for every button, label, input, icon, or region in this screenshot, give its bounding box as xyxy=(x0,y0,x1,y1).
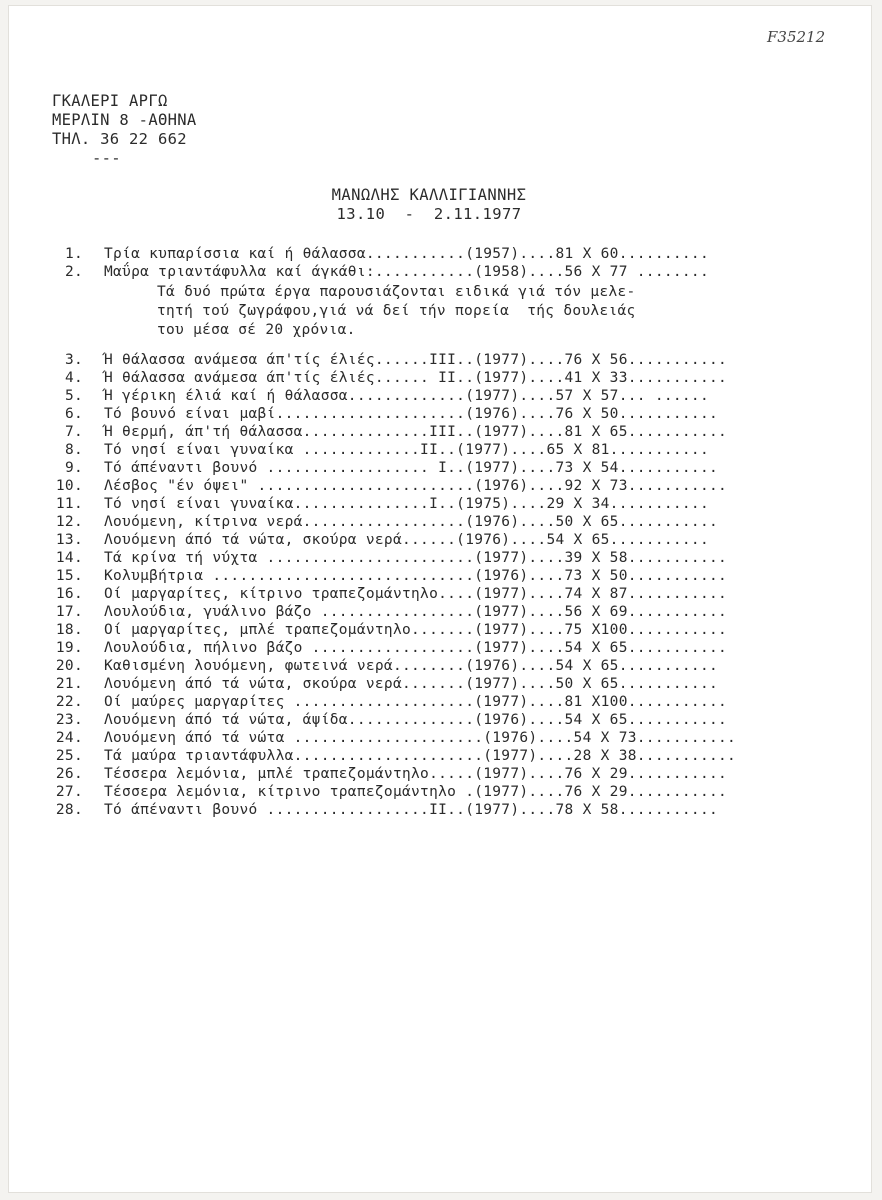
entry-text: Λουόμενη άπό τά νώτα, άψίδα..............(1976)....54 Χ 65........... xyxy=(104,712,728,728)
entry-text: Τό βουνό είναι μαβί.....................(1976)....76 Χ 50........... xyxy=(104,406,719,422)
entry-number: 6. xyxy=(64,406,83,422)
entry-text: Λέσβος "έν όψει" ........................(1976)....92 Χ 73........... xyxy=(104,478,728,494)
gallery-phone: ΤΗΛ. 36 22 662 xyxy=(52,130,187,148)
entry-number: 9. xyxy=(64,460,83,476)
entry-text: Λουόμενη άπό τά νώτα .....................(1976)....54 Χ 73........... xyxy=(104,730,737,746)
catalogue-entry xyxy=(49,729,736,747)
entry-text: Τέσσερα λεμόνια, κίτρινο τραπεζομάντηλο .(1977)....76 Χ 29........... xyxy=(104,784,728,800)
catalogue-entry xyxy=(49,675,736,693)
works-list xyxy=(49,351,736,819)
entry-text: Τό άπέναντι βουνό .................. I..(1977)....73 Χ 54........... xyxy=(104,460,719,476)
note-line: του μέσα σέ 20 χρόνια. xyxy=(157,322,356,338)
catalogue-entry xyxy=(49,693,736,711)
catalogue-entry xyxy=(49,369,736,387)
gallery-address: ΜΕΡΛΙΝ 8 -ΑΘΗΝΑ xyxy=(52,111,197,129)
catalogue-entry xyxy=(49,765,736,783)
entry-text: Λουλούδια, γυάλινο βάζο .................(1977)....56 Χ 69........... xyxy=(104,604,728,620)
entry-text: Λουόμενη, κίτρινα νερά..................(1976)....50 Χ 65........... xyxy=(104,514,719,530)
catalogue-entry xyxy=(49,549,736,567)
gallery-header xyxy=(52,92,196,168)
entry-number: 27. xyxy=(55,784,83,800)
entry-number: 15. xyxy=(55,568,83,584)
catalogue-entry xyxy=(49,441,736,459)
entry-text: Τό νησί είναι γυναίκα...............I..(1975)....29 Χ 34........... xyxy=(104,496,709,512)
entry-text: Λουλούδια, πήλινο βάζο ..................(1977)....54 Χ 65........... xyxy=(104,640,728,656)
catalogue-entry xyxy=(49,639,736,657)
entry-text: Τά μαύρα τριαντάφυλλα.....................(1977)....28 Χ 38........... xyxy=(104,748,737,764)
entry-number: 18. xyxy=(55,622,83,638)
entry-number: 22. xyxy=(55,694,83,710)
entry-number: 8. xyxy=(64,442,83,458)
gallery-name: ΓΚΑΛΕΡΙ ΑΡΓΩ xyxy=(52,92,168,110)
entry-number: 7. xyxy=(64,424,83,440)
entry-number: 13. xyxy=(55,532,83,548)
catalogue-entry xyxy=(49,351,736,369)
entry-text: Τό άπέναντι βουνό ..................II..(1977)....78 Χ 58........... xyxy=(104,802,719,818)
entry-text: Κολυμβήτρια .............................(1976)....73 Χ 50........... xyxy=(104,568,728,584)
entry-number: 12. xyxy=(55,514,83,530)
exhibition-dates: 13.10 - 2.11.1977 xyxy=(336,205,522,223)
note-paragraph xyxy=(157,283,636,340)
entry-number: 21. xyxy=(55,676,83,692)
catalogue-entry xyxy=(49,747,736,765)
entry-number: 10. xyxy=(55,478,83,494)
entry-text: Ή θερμή, άπ'τή θάλασσα..............III..(1977)....81 Χ 65........... xyxy=(104,424,728,440)
archive-code: F35212 xyxy=(767,28,826,46)
exhibition-title xyxy=(309,186,549,224)
entry-number: 2. xyxy=(64,264,83,280)
catalogue-entry xyxy=(49,245,709,263)
catalogue-entry xyxy=(49,603,736,621)
catalogue-entry xyxy=(49,405,736,423)
catalogue-entry xyxy=(49,621,736,639)
catalogue-entry xyxy=(49,513,736,531)
entry-number: 26. xyxy=(55,766,83,782)
entry-text: Τά κρίνα τή νύχτα .......................(1977)....39 Χ 58........... xyxy=(104,550,728,566)
entry-number: 25. xyxy=(55,748,83,764)
catalogue-entry xyxy=(49,477,736,495)
entry-number: 11. xyxy=(55,496,83,512)
entry-text: Ή γέρικη έλιά καί ή θάλασσα.............(1977)....57 Χ 57... ...... xyxy=(104,388,709,404)
catalogue-entry xyxy=(49,263,709,281)
entry-number: 16. xyxy=(55,586,83,602)
entry-number: 1. xyxy=(64,246,83,262)
note-line: τητή τού ζωγράφου,γιά νά δεί τήν πορεία τής δουλειάς xyxy=(157,303,636,319)
artist-name: ΜΑΝΩΛΗΣ ΚΑΛΛΙΓΙΑΝΝΗΣ xyxy=(331,186,527,204)
entry-text: Οί μαργαρίτες, κίτρινο τραπεζομάντηλο....(1977)....74 Χ 87........... xyxy=(104,586,728,602)
entry-number: 5. xyxy=(64,388,83,404)
early-works-list xyxy=(49,245,709,281)
entry-number: 3. xyxy=(64,352,83,368)
catalogue-entry xyxy=(49,495,736,513)
catalogue-entry xyxy=(49,711,736,729)
entry-text: Καθισμένη λουόμενη, φωτεινά νερά........(1976)....54 Χ 65........... xyxy=(104,658,719,674)
entry-number: 17. xyxy=(55,604,83,620)
catalogue-entry xyxy=(49,459,736,477)
entry-number: 24. xyxy=(55,730,83,746)
entry-text: Τέσσερα λεμόνια, μπλέ τραπεζομάντηλο.....(1977)....76 Χ 29........... xyxy=(104,766,728,782)
entry-number: 20. xyxy=(55,658,83,674)
catalogue-entry xyxy=(49,801,736,819)
catalogue-entry xyxy=(49,423,736,441)
entry-number: 4. xyxy=(64,370,83,386)
entry-number: 28. xyxy=(55,802,83,818)
document-page xyxy=(9,6,871,1192)
entry-text: Ή θάλασσα ανάμεσα άπ'τίς έλιές...... II..(1977)....41 Χ 33........... xyxy=(104,370,728,386)
catalogue-entry xyxy=(49,657,736,675)
entry-text: Οί μαργαρίτες, μπλέ τραπεζομάντηλο.......(1977)....75 Χ100........... xyxy=(104,622,728,638)
catalogue-entry xyxy=(49,531,736,549)
entry-number: 23. xyxy=(55,712,83,728)
entry-text: Λουόμενη άπό τά νώτα, σκούρα νερά.......(1977)....50 Χ 65........... xyxy=(104,676,719,692)
entry-number: 19. xyxy=(55,640,83,656)
entry-text: Λουόμενη άπό τά νώτα, σκούρα νερά......(1976)....54 Χ 65........... xyxy=(104,532,709,548)
entry-number: 14. xyxy=(55,550,83,566)
note-line: Τά δυό πρώτα έργα παρουσιάζονται ειδικά γιά τόν μελε- xyxy=(157,284,636,300)
entry-text: Τό νησί είναι γυναίκα .............II..(1977)....65 Χ 81........... xyxy=(104,442,709,458)
header-rule: --- xyxy=(92,149,121,167)
catalogue-entry xyxy=(49,783,736,801)
catalogue-entry xyxy=(49,387,736,405)
entry-text: Οί μαύρες μαργαρίτες ....................(1977)....81 Χ100........... xyxy=(104,694,728,710)
entry-text: Ή θάλασσα ανάμεσα άπ'τίς έλιές......III..(1977)....76 Χ 56........... xyxy=(104,352,728,368)
entry-text: Τρία κυπαρίσσια καί ή θάλασσα...........(1957)....81 Χ 60.......... xyxy=(104,246,709,262)
entry-text: Μαΰρα τριαντάφυλλα καί άγκάθι:...........(1958)....56 Χ 77 ........ xyxy=(104,264,709,280)
catalogue-entry xyxy=(49,585,736,603)
catalogue-entry xyxy=(49,567,736,585)
